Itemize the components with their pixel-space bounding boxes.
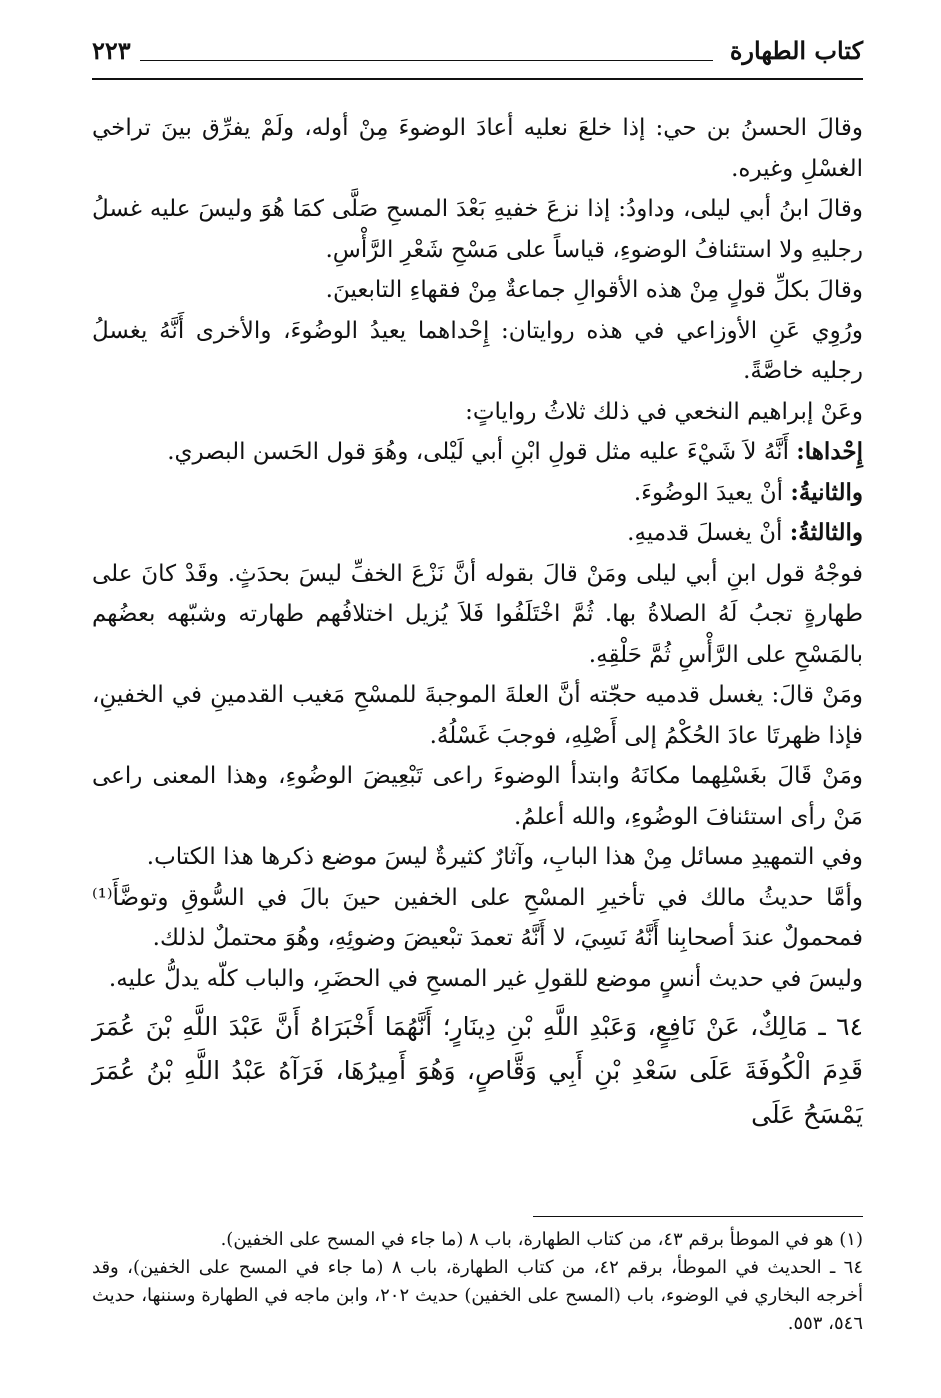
paragraph-lead: والثانيةُ: xyxy=(790,478,863,506)
paragraph-text: فوجْهُ قول ابنِ أبي ليلى ومَنْ قالَ بقوله أنَّ نَزْعَ الخفِّ ليسَ بحدَثٍ. وقَدْ كانَ على طهارةٍ تجبُ لَهُ الصلاةُ بها. ثُمَّ اخْتَلَفُوا فَلاَ يُزيل اختلافُهم طهارته وشبّهه بعضُهم بالمَسْحِ على الرَّأْسِ ثُمَّ حَلْقِهِ. xyxy=(92,560,863,668)
header-rule xyxy=(92,78,863,80)
paragraph xyxy=(92,959,863,1000)
paragraph-text: وعَنْ إبراهيم النخعي في ذلك ثلاثُ رواياتٍ: xyxy=(465,398,863,425)
hadith-number: ٦٤ ـ xyxy=(818,1012,863,1041)
paragraph-text: وقالَ الحسنُ بن حي: إذا خلعَ نعليه أعادَ الوضوءَ مِنْ أوله، ولَمْ يفرِّق بينَ تراخي الغسْلِ وغيره. xyxy=(92,115,863,182)
paragraph-text: أَنَّهُ لاَ شَيْءَ عليه مثل قولِ ابْنِ أبي لَيْلى، وهُوَ قول الحَسن البصري. xyxy=(167,439,797,465)
paragraph-lead: والثالثةُ: xyxy=(789,519,863,546)
footnote: (١) هو في الموطأ برقم ٤٣، من كتاب الطهارة، باب ٨ (ما جاء في المسح على الخفين). xyxy=(220,1229,863,1250)
hadith-body: مَالِكٌ، عَنْ نَافِعٍ، وَعَبْدِ اللَّهِ بْنِ دِينَارٍ؛ أَنَّهُمَا أَخْبَرَاهُ أَنَّ عَبْدَ اللَّهِ بْنَ عُمَرَ قَدِمَ الْكُوفَةَ عَلَى سَعْدِ بْنِ أَبِي وَقَّاصٍ، وَهُوَ أَمِيرُهَا، فَرَآهُ عَبْدُ اللَّهِ بْنُ عُمَرَ يَمْسَحُ عَلَى xyxy=(92,1012,863,1129)
paragraph-text: وليسَ في حديث أنسٍ موضع للقولِ غير المسحِ في الحضَرِ، والباب كلّه يدلُّ عليه. xyxy=(108,965,863,992)
paragraph-text: أنْ يعيدَ الوضُوءَ. xyxy=(633,479,791,506)
paragraph-text: وقالَ ابنُ أبي ليلى، وداودُ: إذا نزعَ خفيهِ بَعْدَ المسحِ صَلَّى كمَا هُوَ وليسَ عليه غسلُ رجليهِ ولا استئنافُ الوضوءِ، قياساً على مَسْحِ شَعْرِ الرَّأْسِ. xyxy=(92,196,863,263)
paragraph-text: وفي التمهيدِ مسائل مِنْ هذا البابِ، وآثارٌ كثيرةٌ ليسَ موضع ذكرها هذا الكتاب. xyxy=(146,844,863,870)
paragraph xyxy=(92,270,863,311)
paragraph-text: وقالَ بكلِّ قولٍ مِنْ هذه الأقوالِ جماعةٌ مِنْ فقهاءِ التابعينَ. xyxy=(325,277,863,303)
paragraph xyxy=(92,473,863,514)
paragraph xyxy=(92,878,863,959)
paragraph xyxy=(92,675,863,756)
paragraph xyxy=(92,554,863,676)
header-line xyxy=(140,60,713,61)
page-number: ٢٢٣ xyxy=(92,36,131,65)
paragraph xyxy=(92,189,863,270)
footnote: ٦٤ ـ الحديث في الموطأ، برقم ٤٢، من كتاب الطهارة، باب ٨ (ما جاء في المسح على الخفين)، وقد أخرجه البخاري في الوضوء، باب (المسح على الخفين) حديث ٢٠٢، وابن ماجه في الطهارة وسننها، حديث ٥٤٦، ٥٥٣. xyxy=(92,1257,863,1334)
paragraph-text: ومَنْ قالَ: يغسل قدميه حجّته أنَّ العلةَ الموجبةَ للمسْحِ مَغيب القدمينِ في الخفينِ، فإذا ظهرتَا عادَ الحُكْمُ إلى أَصْلِهِ، فوجبَ غَسْلُهُ. xyxy=(92,682,863,749)
paragraph xyxy=(92,513,863,554)
paragraph-text: ومَنْ قَالَ بغَسْلِهما مكانَهُ وابتدأ الوضوءَ راعى تَبْعِيضَ الوضُوءِ، وهذا المعنى راعى مَنْ رأى استئنافَ الوضُوءِ، والله أعلمُ. xyxy=(92,763,863,830)
paragraph xyxy=(92,432,863,473)
footnotes xyxy=(92,1226,863,1338)
paragraph-text: أنْ يغسلَ قدميهِ. xyxy=(627,520,790,546)
paragraph xyxy=(92,756,863,837)
paragraph-lead: إِحْداها: xyxy=(796,438,863,465)
chapter-title: كتاب الطهارة xyxy=(729,36,863,65)
footnote-rule xyxy=(533,1216,863,1217)
paragraph-text: ورُوِي عَنِ الأوزاعي في هذه روايتان: إِحْداهما يعيدُ الوضُوءَ، والأخرى أَنَّهُ يغسلُ رجليه خاصَّةً. xyxy=(92,317,863,384)
paragraph-text: وأمَّا حديثُ مالك في تأخيرِ المسْحِ على الخفين حينَ بالَ في السُّوقِ وتوضَّأَ⁽¹⁾ فمحمولٌ عندَ أصحابِنا أَنَّهُ نَسِيَ، لا أَنَّهُ تعمدَ تبْعيضَ وضوئِهِ، وهُوَ محتملٌ لذلك. xyxy=(92,884,863,951)
paragraph xyxy=(92,108,863,189)
paragraph xyxy=(92,837,863,878)
paragraph xyxy=(92,311,863,392)
hadith-text xyxy=(92,1005,863,1137)
paragraph xyxy=(92,392,863,433)
main-text xyxy=(92,108,863,1162)
running-header xyxy=(92,30,863,74)
